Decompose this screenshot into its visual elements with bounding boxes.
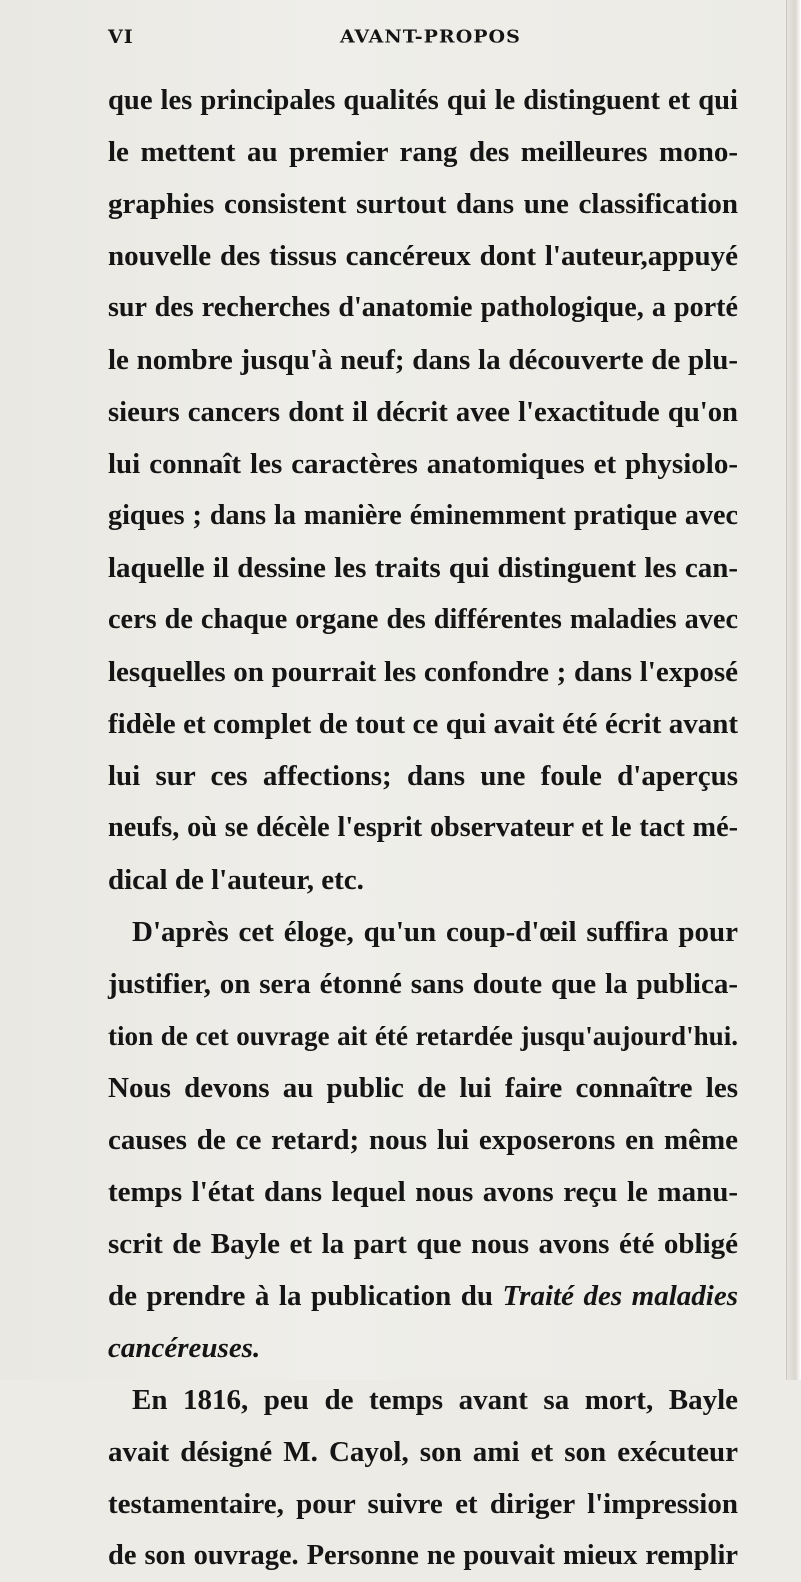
- text-line: causes de ce retard; nous lui exposerons en même: [108, 1124, 738, 1156]
- body-text: [108, 74, 738, 1582]
- paragraph-start-line: D'après cet éloge, qu'un coup-d'œil suffira pour: [132, 916, 738, 948]
- page-edge: [786, 0, 801, 1380]
- text-line: neufs, où se décèle l'esprit observateur et le tact mé-: [108, 812, 738, 843]
- text-line: graphies consistent surtout dans une classification: [108, 188, 738, 220]
- page-number: VI: [108, 26, 134, 48]
- italic-title: cancéreuses.: [108, 1332, 261, 1364]
- text-line: lui connaît les caractères anatomiques et physiolo-: [108, 448, 738, 480]
- text-line: fidèle et complet de tout ce qui avait été écrit avant: [108, 708, 738, 740]
- running-head: [108, 26, 748, 62]
- text-line: nouvelle des tissus cancéreux dont l'auteur,appuyé: [108, 240, 738, 272]
- text-line: laquelle il dessine les traits qui distinguent les can-: [108, 552, 738, 584]
- text-line: que les principales qualités qui le distinguent et qui: [108, 84, 738, 116]
- text-line: dical de l'auteur, etc.: [108, 864, 364, 896]
- text-line: le mettent au premier rang des meilleures mono-: [108, 136, 738, 168]
- text-line: tion de cet ouvrage ait été retardée jusqu'aujourd'hui.: [108, 1021, 738, 1051]
- text-line: [108, 1270, 738, 1322]
- paragraph-start-line: En 1816, peu de temps avant sa mort, Bayle: [132, 1384, 738, 1416]
- text-fragment: de prendre à la publication du: [108, 1280, 493, 1312]
- text-line: sur des recherches d'anatomie pathologique, a porté: [108, 292, 738, 323]
- text-line: avait désigné M. Cayol, son ami et son exécuteur: [108, 1436, 738, 1468]
- italic-title: Traité des maladies: [502, 1280, 738, 1312]
- text-line: le nombre jusqu'à neuf; dans la découverte de plu-: [108, 344, 738, 376]
- text-line: lesquelles on pourrait les confondre ; dans l'exposé: [108, 656, 738, 688]
- text-line: lui sur ces affections; dans une foule d'aperçus: [108, 760, 738, 792]
- running-title: AVANT-PROPOS: [340, 26, 521, 48]
- text-line: testamentaire, pour suivre et diriger l'impression: [108, 1488, 738, 1520]
- text-line: cers de chaque organe des différentes maladies avec: [108, 604, 738, 635]
- text-line: [108, 1322, 738, 1374]
- text-line: sieurs cancers dont il décrit avee l'exactitude qu'on: [108, 396, 738, 428]
- text-line: de son ouvrage. Personne ne pouvait mieux remplir: [108, 1540, 738, 1571]
- text-line: temps l'état dans lequel nous avons reçu le manu-: [108, 1176, 738, 1208]
- text-line: scrit de Bayle et la part que nous avons été obligé: [108, 1228, 738, 1260]
- text-line: Nous devons au public de lui faire connaître les: [108, 1072, 738, 1104]
- text-line: justifier, on sera étonné sans doute que la publica-: [108, 968, 738, 1000]
- text-line: giques ; dans la manière éminemment pratique avec: [108, 500, 738, 531]
